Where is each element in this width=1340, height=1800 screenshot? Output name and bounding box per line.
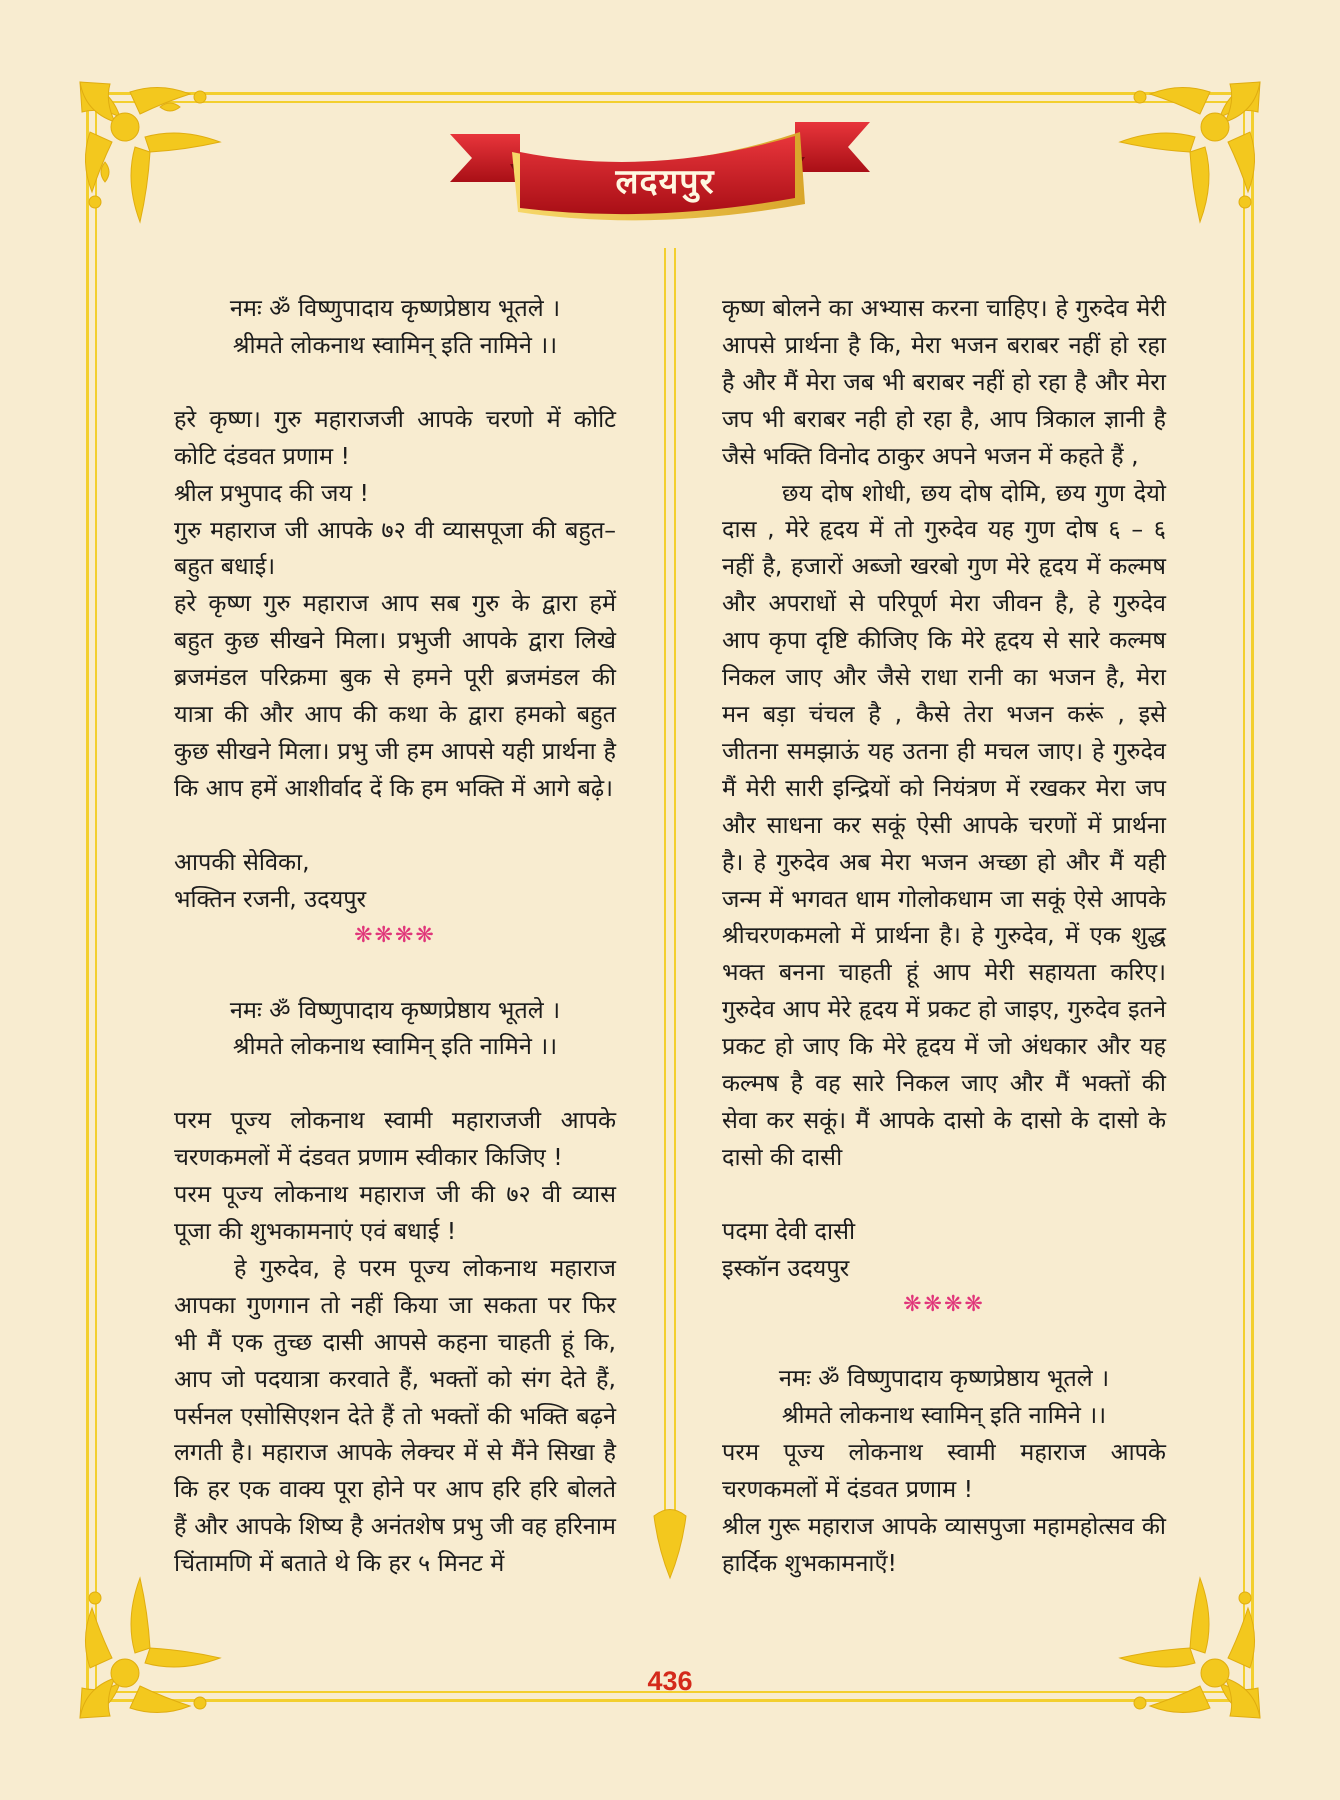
letter-paragraph: हरे कृष्ण। गुरु महाराजजी आपके चरणो में कोटि कोटि दंडवत प्रणाम ! <box>174 404 616 470</box>
page-title: लदयपुर <box>615 162 715 202</box>
verse-line: नमः ॐ विष्णुपादाय कृष्णप्रेष्ठाय भूतले । <box>229 294 561 322</box>
verse-line: नमः ॐ विष्णुपादाय कृष्णप्रेष्ठाय भूतले । <box>778 1364 1110 1393</box>
letter-paragraph: छय दोष शोधी, छय दोष दोमि, छय गुण देयो दास , मेरे हृदय में तो गुरुदेव यह गुण दोष ६ – ६ नहीं है, हजारों अब्जो खरबो गुण मेरे हृदय में कल्मष और अपराधों से परिपूर्ण मेरा जीवन है, हे गुरुदेव आप कृपा दृष्टि कीजिए कि मेरे हृदय से सारे कल्मष निकल जाए और जैसे राधा रानी का भजन है, मेरा मन बड़ा चंचल है , कैसे तेरा भजन करूं , इसे जीतना समझाऊं यह उतना ही मचल जाए। हे गुरुदेव मैं मेरी सारी इन्द्रियों को नियंत्रण में रखकर मेरा जप और साधना कर सकूं ऐसी आपके चरणों में प्रार्थना है। हे गुरुदेव अब मेरा भजन अच्छा हो और मैं यही जन्म में भगवत धाम गोलोकधाम जा सकूं ऐसे आपके श्रीचरणकमलो में प्रार्थना है। हे गुरुदेव, में एक शुद्ध भक्त बनना चाहती हूं आप मेरी सहायता करिए। गुरुदेव आप मेरे हृदय में प्रकट हो जाइए, गुरुदेव इतने प्रकट हो जाए कि मेरे हृदय में जो अंधकार और यह कल्मष है वह सारे निकल जाए और मैं भक्तों की सेवा कर सकूं। मैं आपके दासो के दासो के दासो के दासो की दासी <box>722 478 1166 1171</box>
letter-paragraph: परम पूज्य लोकनाथ स्वामी महाराजजी आपके चरणकमलों में दंडवत प्रणाम स्वीकार किजिए ! <box>174 1106 616 1172</box>
separator-stars: ❋❋❋❋ <box>354 922 436 948</box>
letter-paragraph: हरे कृष्ण गुरु महाराज आप सब गुरु के द्वारा हमें बहुत कुछ सीखने मिला। प्रभुजी आपके द्वारा लिखे ब्रजमंडल परिक्रमा बुक से हमने पूरी ब्रजमंडल की यात्रा की और आप की कथा के द्वारा हमको बहुत कुछ सीखने मिला। प्रभु जी हम आपसे यही प्रार्थना है कि आप हमें आशीर्वाद दें कि हम भक्ति में आगे बढ़े। <box>174 589 616 802</box>
separator-stars: ❋❋❋❋ <box>903 1291 985 1317</box>
verse-line: श्रीमते लोकनाथ स्वामिन् इति नामिने ।। <box>781 1401 1107 1430</box>
verse-line: नमः ॐ विष्णुपादाय कृष्णप्रेष्ठाय भूतले । <box>229 995 561 1024</box>
verse-line: श्रीमते लोकनाथ स्वामिन् इति नामिने ।। <box>232 330 558 359</box>
left-column <box>174 290 616 1582</box>
signature-line: पदमा देवी दासी <box>722 1216 856 1245</box>
letter-paragraph: श्रील प्रभुपाद की जय ! <box>174 478 369 507</box>
letter-paragraph: श्रील गुरू महाराज आपके व्यासपुजा महामहोत्सव की हार्दिक शुभकामनाएँ! <box>722 1512 1166 1577</box>
corner-ornament-icon <box>70 72 250 252</box>
verse-line: श्रीमते लोकनाथ स्वामिन् इति नामिने ।। <box>232 1032 558 1061</box>
letter-paragraph: गुरु महाराज जी आपके ७२ वी व्यासपूजा की बहुत–बहुत बधाई। <box>174 515 616 581</box>
signature-line: इस्कॉन उदयपुर <box>722 1253 850 1282</box>
letter-paragraph: परम पूज्य लोकनाथ महाराज जी की ७२ वी व्यास पूजा की शुभकामनाएं एवं बधाई ! <box>174 1180 616 1246</box>
signature-line: भक्तिन रजनी, उदयपुर <box>174 884 367 913</box>
closing-line: आपकी सेविका, <box>174 847 310 876</box>
letter-paragraph: परम पूज्य लोकनाथ स्वामी महाराज आपके चरणकमलों में दंडवत प्रणाम ! <box>722 1438 1166 1504</box>
letter-paragraph: कृष्ण बोलने का अभ्यास करना चाहिए। हे गुरुदेव मेरी आपसे प्रार्थना है कि, मेरा भजन बराबर नहीं हो रहा है और मैं मेरा जब भी बराबर नहीं हो रहा है और मेरा जप भी बराबर नही हो रहा है, आप त्रिकाल ज्ञानी है जैसे भक्ति विनोद ठाकुर अपने भजन में कहते हैं , <box>722 294 1166 470</box>
page-number: 436 <box>647 1666 693 1696</box>
letter-paragraph: हे गुरुदेव, हे परम पूज्य लोकनाथ महाराज आपका गुणगान तो नहीं किया जा सकता पर फिर भी मैं एक तुच्छ दासी आपसे कहना चाहती हूं कि, आप जो पदयात्रा करवाते हैं, भक्तों को संग देते हैं, पर्सनल एसोसिएशन देते हैं तो भक्तों की भक्ति बढ़ने लगती है। महाराज आपके लेक्चर में से मैंने सिखा है कि हर एक वाक्य पूरा होने पर आप हरि हरि बोलते हैं और आपके शिष्य है अनंतशेष प्रभु जी वह हरिनाम चिंतामणि में बताते थे कि हर ५ मिनट में <box>174 1253 616 1578</box>
corner-ornament-icon <box>1090 72 1270 252</box>
column-divider <box>640 248 700 1608</box>
right-column <box>722 290 1166 1582</box>
